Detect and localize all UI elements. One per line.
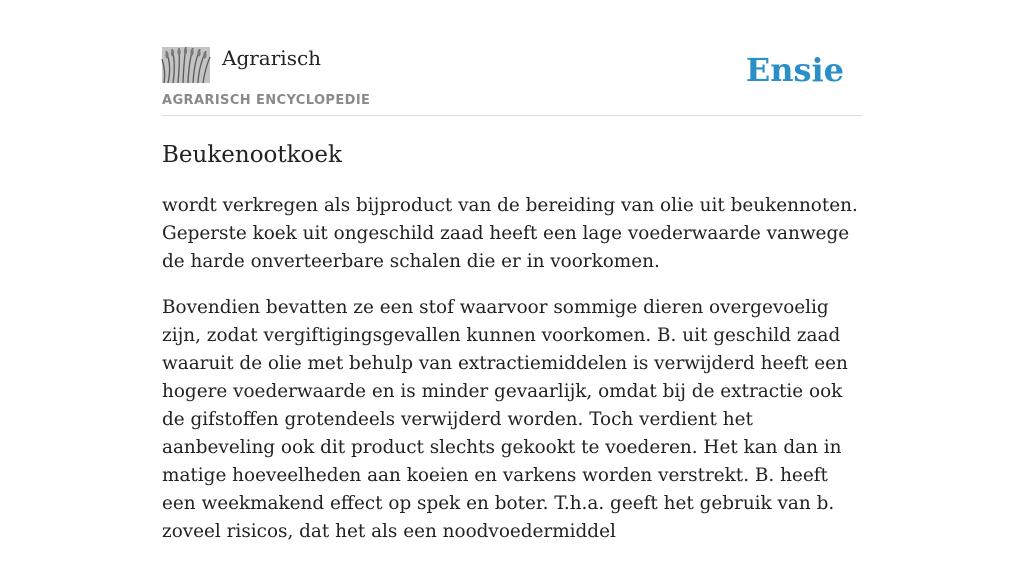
article-body — [162, 192, 862, 564]
wheat-thumbnail-icon[interactable] — [162, 47, 210, 83]
site-title[interactable]: Agrarisch — [222, 46, 322, 70]
article-title: Beukenootkoek — [162, 142, 342, 168]
brand-logo[interactable]: Ensie — [745, 51, 844, 89]
article-paragraph: Bovendien bevatten ze een stof waarvoor sommige dieren overgevoelig zijn, zodat vergiftigingsgevallen kunnen voorkomen. B. uit geschild zaad waaruit de olie met behulp van extractiemiddelen is verwijderd heeft een hogere voederwaarde en is minder gevaarlijk, omdat bij de extractie ook de gifstoffen grotendeels verwijderd worden. Toch verdient het aanbeveling ook dit product slechts gekookt te voederen. Het kan dan in matige hoeveelheden aan koeien en varkens worden verstrekt. B. heeft een weekmakend effect op spek en boter. T.h.a. geeft het gebruik van b. zoveel risicos, dat het als een noodvoedermiddel — [162, 297, 848, 542]
article-paragraph: wordt verkregen als bijproduct van de bereiding van olie uit beukennoten. Geperste koek uit ongeschild zaad heeft een lage voederwaarde vanwege de harde onverteerbare schalen die er in voorkomen. — [162, 195, 858, 272]
site-subtitle: AGRARISCH ENCYCLOPEDIE — [162, 93, 371, 108]
site-header — [162, 44, 862, 116]
header-divider — [162, 115, 862, 116]
